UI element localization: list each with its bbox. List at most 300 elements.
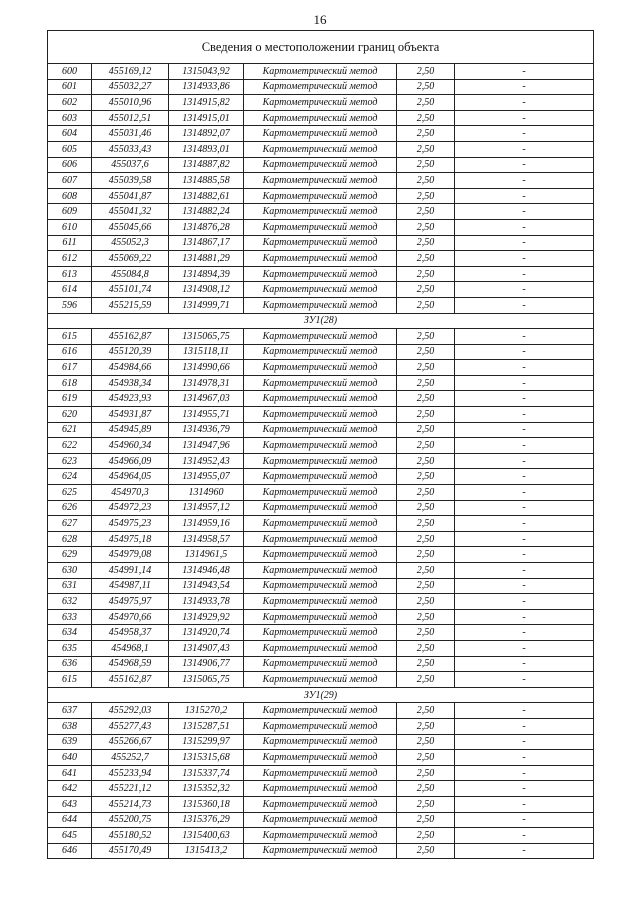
point-number-cell: 615 [48,672,92,688]
description-cell: - [455,251,594,267]
table-row [48,609,594,625]
point-number-cell: 641 [48,765,92,781]
x-coordinate-cell: 455180,52 [92,828,169,844]
accuracy-cell: 2,50 [397,126,455,142]
table-row [48,64,594,80]
point-number-cell: 644 [48,812,92,828]
y-coordinate-cell: 1314908,12 [169,282,244,298]
accuracy-cell: 2,50 [397,407,455,423]
description-cell: - [455,79,594,95]
point-number-cell: 616 [48,344,92,360]
x-coordinate-cell: 454964,05 [92,469,169,485]
y-coordinate-cell: 1314915,01 [169,110,244,126]
method-cell: Картометрический метод [244,531,397,547]
accuracy-cell: 2,50 [397,640,455,656]
accuracy-cell: 2,50 [397,563,455,579]
description-cell: - [455,110,594,126]
description-cell: - [455,95,594,111]
y-coordinate-cell: 1315337,74 [169,765,244,781]
table-row [48,422,594,438]
y-coordinate-cell: 1314915,82 [169,95,244,111]
x-coordinate-cell: 454970,66 [92,609,169,625]
x-coordinate-cell: 455214,73 [92,796,169,812]
x-coordinate-cell: 454975,18 [92,531,169,547]
x-coordinate-cell: 455292,03 [92,703,169,719]
description-cell: - [455,282,594,298]
method-cell: Картометрический метод [244,126,397,142]
table-row [48,469,594,485]
description-cell: - [455,547,594,563]
y-coordinate-cell: 1314967,03 [169,391,244,407]
point-number-cell: 605 [48,141,92,157]
y-coordinate-cell: 1315043,92 [169,64,244,80]
accuracy-cell: 2,50 [397,812,455,828]
y-coordinate-cell: 1314943,54 [169,578,244,594]
method-cell: Картометрический метод [244,812,397,828]
method-cell: Картометрический метод [244,672,397,688]
method-cell: Картометрический метод [244,95,397,111]
point-number-cell: 611 [48,235,92,251]
table-row [48,672,594,688]
method-cell: Картометрический метод [244,266,397,282]
point-number-cell: 609 [48,204,92,220]
accuracy-cell: 2,50 [397,734,455,750]
table-body [48,31,594,859]
table-row [48,547,594,563]
accuracy-cell: 2,50 [397,500,455,516]
point-number-cell: 622 [48,438,92,454]
point-number-cell: 606 [48,157,92,173]
method-cell: Картометрический метод [244,547,397,563]
accuracy-cell: 2,50 [397,531,455,547]
description-cell: - [455,625,594,641]
y-coordinate-cell: 1314882,24 [169,204,244,220]
point-number-cell: 608 [48,188,92,204]
description-cell: - [455,235,594,251]
y-coordinate-cell: 1314881,29 [169,251,244,267]
x-coordinate-cell: 454958,37 [92,625,169,641]
accuracy-cell: 2,50 [397,828,455,844]
method-cell: Картометрический метод [244,344,397,360]
y-coordinate-cell: 1315413,2 [169,843,244,859]
x-coordinate-cell: 454975,23 [92,516,169,532]
x-coordinate-cell: 455120,39 [92,344,169,360]
x-coordinate-cell: 455069,22 [92,251,169,267]
method-cell: Картометрический метод [244,625,397,641]
y-coordinate-cell: 1315360,18 [169,796,244,812]
description-cell: - [455,469,594,485]
accuracy-cell: 2,50 [397,594,455,610]
point-number-cell: 625 [48,485,92,501]
method-cell: Картометрический метод [244,79,397,95]
accuracy-cell: 2,50 [397,157,455,173]
method-cell: Картометрический метод [244,329,397,345]
table-row [48,531,594,547]
point-number-cell: 634 [48,625,92,641]
point-number-cell: 617 [48,360,92,376]
x-coordinate-cell: 454975,97 [92,594,169,610]
table-row [48,360,594,376]
x-coordinate-cell: 454970,3 [92,485,169,501]
accuracy-cell: 2,50 [397,173,455,189]
method-cell: Картометрический метод [244,578,397,594]
method-cell: Картометрический метод [244,469,397,485]
point-number-cell: 600 [48,64,92,80]
x-coordinate-cell: 455033,43 [92,141,169,157]
table-row [48,578,594,594]
description-cell: - [455,843,594,859]
table-row [48,453,594,469]
description-cell: - [455,391,594,407]
table-row [48,594,594,610]
x-coordinate-cell: 454968,1 [92,640,169,656]
x-coordinate-cell: 454991,14 [92,563,169,579]
accuracy-cell: 2,50 [397,110,455,126]
table-row [48,516,594,532]
x-coordinate-cell: 455010,96 [92,95,169,111]
description-cell: - [455,640,594,656]
x-coordinate-cell: 455252,7 [92,750,169,766]
accuracy-cell: 2,50 [397,672,455,688]
point-number-cell: 627 [48,516,92,532]
table-row [48,750,594,766]
y-coordinate-cell: 1314958,57 [169,531,244,547]
description-cell: - [455,422,594,438]
description-cell: - [455,531,594,547]
table-row [48,219,594,235]
method-cell: Картометрический метод [244,64,397,80]
x-coordinate-cell: 454984,66 [92,360,169,376]
x-coordinate-cell: 455012,51 [92,110,169,126]
accuracy-cell: 2,50 [397,796,455,812]
description-cell: - [455,828,594,844]
description-cell: - [455,672,594,688]
x-coordinate-cell: 455052,3 [92,235,169,251]
table-row [48,718,594,734]
table-row [48,282,594,298]
point-number-cell: 618 [48,375,92,391]
x-coordinate-cell: 455037,6 [92,157,169,173]
method-cell: Картометрический метод [244,157,397,173]
method-cell: Картометрический метод [244,360,397,376]
accuracy-cell: 2,50 [397,95,455,111]
y-coordinate-cell: 1314929,92 [169,609,244,625]
accuracy-cell: 2,50 [397,547,455,563]
accuracy-cell: 2,50 [397,329,455,345]
description-cell: - [455,812,594,828]
x-coordinate-cell: 455041,87 [92,188,169,204]
table-row [48,126,594,142]
table-row [48,391,594,407]
x-coordinate-cell: 455215,59 [92,297,169,313]
method-cell: Картометрический метод [244,796,397,812]
description-cell: - [455,563,594,579]
x-coordinate-cell: 455169,12 [92,64,169,80]
method-cell: Картометрический метод [244,235,397,251]
table-row [48,703,594,719]
accuracy-cell: 2,50 [397,141,455,157]
point-number-cell: 619 [48,391,92,407]
point-number-cell: 621 [48,422,92,438]
point-number-cell: 626 [48,500,92,516]
accuracy-cell: 2,50 [397,453,455,469]
accuracy-cell: 2,50 [397,235,455,251]
y-coordinate-cell: 1314955,71 [169,407,244,423]
description-cell: - [455,297,594,313]
accuracy-cell: 2,50 [397,297,455,313]
method-cell: Картометрический метод [244,609,397,625]
point-number-cell: 642 [48,781,92,797]
accuracy-cell: 2,50 [397,438,455,454]
y-coordinate-cell: 1314933,78 [169,594,244,610]
accuracy-cell: 2,50 [397,578,455,594]
accuracy-cell: 2,50 [397,485,455,501]
x-coordinate-cell: 454966,09 [92,453,169,469]
description-cell: - [455,609,594,625]
point-number-cell: 603 [48,110,92,126]
x-coordinate-cell: 454938,34 [92,375,169,391]
y-coordinate-cell: 1315065,75 [169,672,244,688]
x-coordinate-cell: 455233,94 [92,765,169,781]
table-row [48,110,594,126]
method-cell: Картометрический метод [244,110,397,126]
page-number: 16 [313,12,327,27]
y-coordinate-cell: 1314892,07 [169,126,244,142]
accuracy-cell: 2,50 [397,79,455,95]
method-cell: Картометрический метод [244,422,397,438]
section-label: ЗУ1(29) [48,687,594,703]
x-coordinate-cell: 455170,49 [92,843,169,859]
point-number-cell: 596 [48,297,92,313]
x-coordinate-cell: 455032,27 [92,79,169,95]
description-cell: - [455,765,594,781]
method-cell: Картометрический метод [244,453,397,469]
x-coordinate-cell: 454979,08 [92,547,169,563]
x-coordinate-cell: 454931,87 [92,407,169,423]
description-cell: - [455,219,594,235]
point-number-cell: 640 [48,750,92,766]
method-cell: Картометрический метод [244,204,397,220]
accuracy-cell: 2,50 [397,609,455,625]
x-coordinate-cell: 455101,74 [92,282,169,298]
x-coordinate-cell: 455041,32 [92,204,169,220]
point-number-cell: 615 [48,329,92,345]
method-cell: Картометрический метод [244,141,397,157]
accuracy-cell: 2,50 [397,765,455,781]
y-coordinate-cell: 1315270,2 [169,703,244,719]
table-row [48,765,594,781]
point-number-cell: 614 [48,282,92,298]
point-number-cell: 612 [48,251,92,267]
table-row [48,563,594,579]
section-header-row [48,687,594,703]
x-coordinate-cell: 454968,59 [92,656,169,672]
accuracy-cell: 2,50 [397,703,455,719]
table-row [48,251,594,267]
description-cell: - [455,485,594,501]
table-row [48,95,594,111]
y-coordinate-cell: 1314959,16 [169,516,244,532]
y-coordinate-cell: 1314876,28 [169,219,244,235]
point-number-cell: 646 [48,843,92,859]
method-cell: Картометрический метод [244,251,397,267]
point-number-cell: 645 [48,828,92,844]
accuracy-cell: 2,50 [397,219,455,235]
method-cell: Картометрический метод [244,718,397,734]
description-cell: - [455,796,594,812]
table-row [48,407,594,423]
description-cell: - [455,781,594,797]
description-cell: - [455,407,594,423]
method-cell: Картометрический метод [244,375,397,391]
y-coordinate-cell: 1315376,29 [169,812,244,828]
table-row [48,266,594,282]
description-cell: - [455,64,594,80]
accuracy-cell: 2,50 [397,204,455,220]
table-row [48,640,594,656]
y-coordinate-cell: 1314946,48 [169,563,244,579]
y-coordinate-cell: 1315287,51 [169,718,244,734]
method-cell: Картометрический метод [244,781,397,797]
accuracy-cell: 2,50 [397,625,455,641]
point-number-cell: 629 [48,547,92,563]
method-cell: Картометрический метод [244,297,397,313]
y-coordinate-cell: 1314978,31 [169,375,244,391]
x-coordinate-cell: 454960,34 [92,438,169,454]
point-number-cell: 635 [48,640,92,656]
accuracy-cell: 2,50 [397,375,455,391]
x-coordinate-cell: 455162,87 [92,672,169,688]
y-coordinate-cell: 1315315,68 [169,750,244,766]
table-row [48,297,594,313]
y-coordinate-cell: 1315400,63 [169,828,244,844]
table-row [48,329,594,345]
description-cell: - [455,157,594,173]
point-number-cell: 623 [48,453,92,469]
accuracy-cell: 2,50 [397,360,455,376]
y-coordinate-cell: 1314893,01 [169,141,244,157]
accuracy-cell: 2,50 [397,344,455,360]
description-cell: - [455,329,594,345]
y-coordinate-cell: 1314933,86 [169,79,244,95]
point-number-cell: 604 [48,126,92,142]
description-cell: - [455,126,594,142]
description-cell: - [455,656,594,672]
method-cell: Картометрический метод [244,516,397,532]
description-cell: - [455,188,594,204]
y-coordinate-cell: 1314885,58 [169,173,244,189]
method-cell: Картометрический метод [244,828,397,844]
table-title-row [48,31,594,64]
accuracy-cell: 2,50 [397,750,455,766]
y-coordinate-cell: 1315299,97 [169,734,244,750]
y-coordinate-cell: 1314920,74 [169,625,244,641]
y-coordinate-cell: 1314936,79 [169,422,244,438]
y-coordinate-cell: 1315065,75 [169,329,244,345]
table-row [48,625,594,641]
boundary-table [47,30,594,859]
method-cell: Картометрический метод [244,438,397,454]
x-coordinate-cell: 455162,87 [92,329,169,345]
y-coordinate-cell: 1315118,11 [169,344,244,360]
table-row [48,656,594,672]
method-cell: Картометрический метод [244,843,397,859]
point-number-cell: 601 [48,79,92,95]
table-row [48,500,594,516]
point-number-cell: 638 [48,718,92,734]
table-title: Сведения о местоположении границ объекта [48,31,594,64]
x-coordinate-cell: 455084,8 [92,266,169,282]
method-cell: Картометрический метод [244,485,397,501]
table-row [48,843,594,859]
table-row [48,796,594,812]
accuracy-cell: 2,50 [397,251,455,267]
description-cell: - [455,375,594,391]
point-number-cell: 628 [48,531,92,547]
point-number-cell: 636 [48,656,92,672]
description-cell: - [455,266,594,282]
y-coordinate-cell: 1314957,12 [169,500,244,516]
point-number-cell: 613 [48,266,92,282]
x-coordinate-cell: 454945,89 [92,422,169,438]
point-number-cell: 637 [48,703,92,719]
accuracy-cell: 2,50 [397,843,455,859]
accuracy-cell: 2,50 [397,781,455,797]
x-coordinate-cell: 454987,11 [92,578,169,594]
y-coordinate-cell: 1314960 [169,485,244,501]
description-cell: - [455,500,594,516]
description-cell: - [455,438,594,454]
table-row [48,734,594,750]
x-coordinate-cell: 455039,58 [92,173,169,189]
x-coordinate-cell: 454923,93 [92,391,169,407]
y-coordinate-cell: 1314990,66 [169,360,244,376]
y-coordinate-cell: 1314947,96 [169,438,244,454]
section-header-row [48,313,594,329]
table-row [48,141,594,157]
accuracy-cell: 2,50 [397,718,455,734]
accuracy-cell: 2,50 [397,469,455,485]
method-cell: Картометрический метод [244,703,397,719]
y-coordinate-cell: 1314906,77 [169,656,244,672]
table-row [48,375,594,391]
table-row [48,781,594,797]
y-coordinate-cell: 1314882,61 [169,188,244,204]
point-number-cell: 620 [48,407,92,423]
table-row [48,812,594,828]
accuracy-cell: 2,50 [397,516,455,532]
description-cell: - [455,734,594,750]
table-row [48,828,594,844]
y-coordinate-cell: 1314894,39 [169,266,244,282]
description-cell: - [455,750,594,766]
y-coordinate-cell: 1314961,5 [169,547,244,563]
point-number-cell: 602 [48,95,92,111]
x-coordinate-cell: 455221,12 [92,781,169,797]
y-coordinate-cell: 1314867,17 [169,235,244,251]
method-cell: Картометрический метод [244,640,397,656]
method-cell: Картометрический метод [244,391,397,407]
table-row [48,157,594,173]
method-cell: Картометрический метод [244,500,397,516]
point-number-cell: 633 [48,609,92,625]
description-cell: - [455,360,594,376]
method-cell: Картометрический метод [244,734,397,750]
method-cell: Картометрический метод [244,750,397,766]
section-label: ЗУ1(28) [48,313,594,329]
method-cell: Картометрический метод [244,219,397,235]
point-number-cell: 631 [48,578,92,594]
